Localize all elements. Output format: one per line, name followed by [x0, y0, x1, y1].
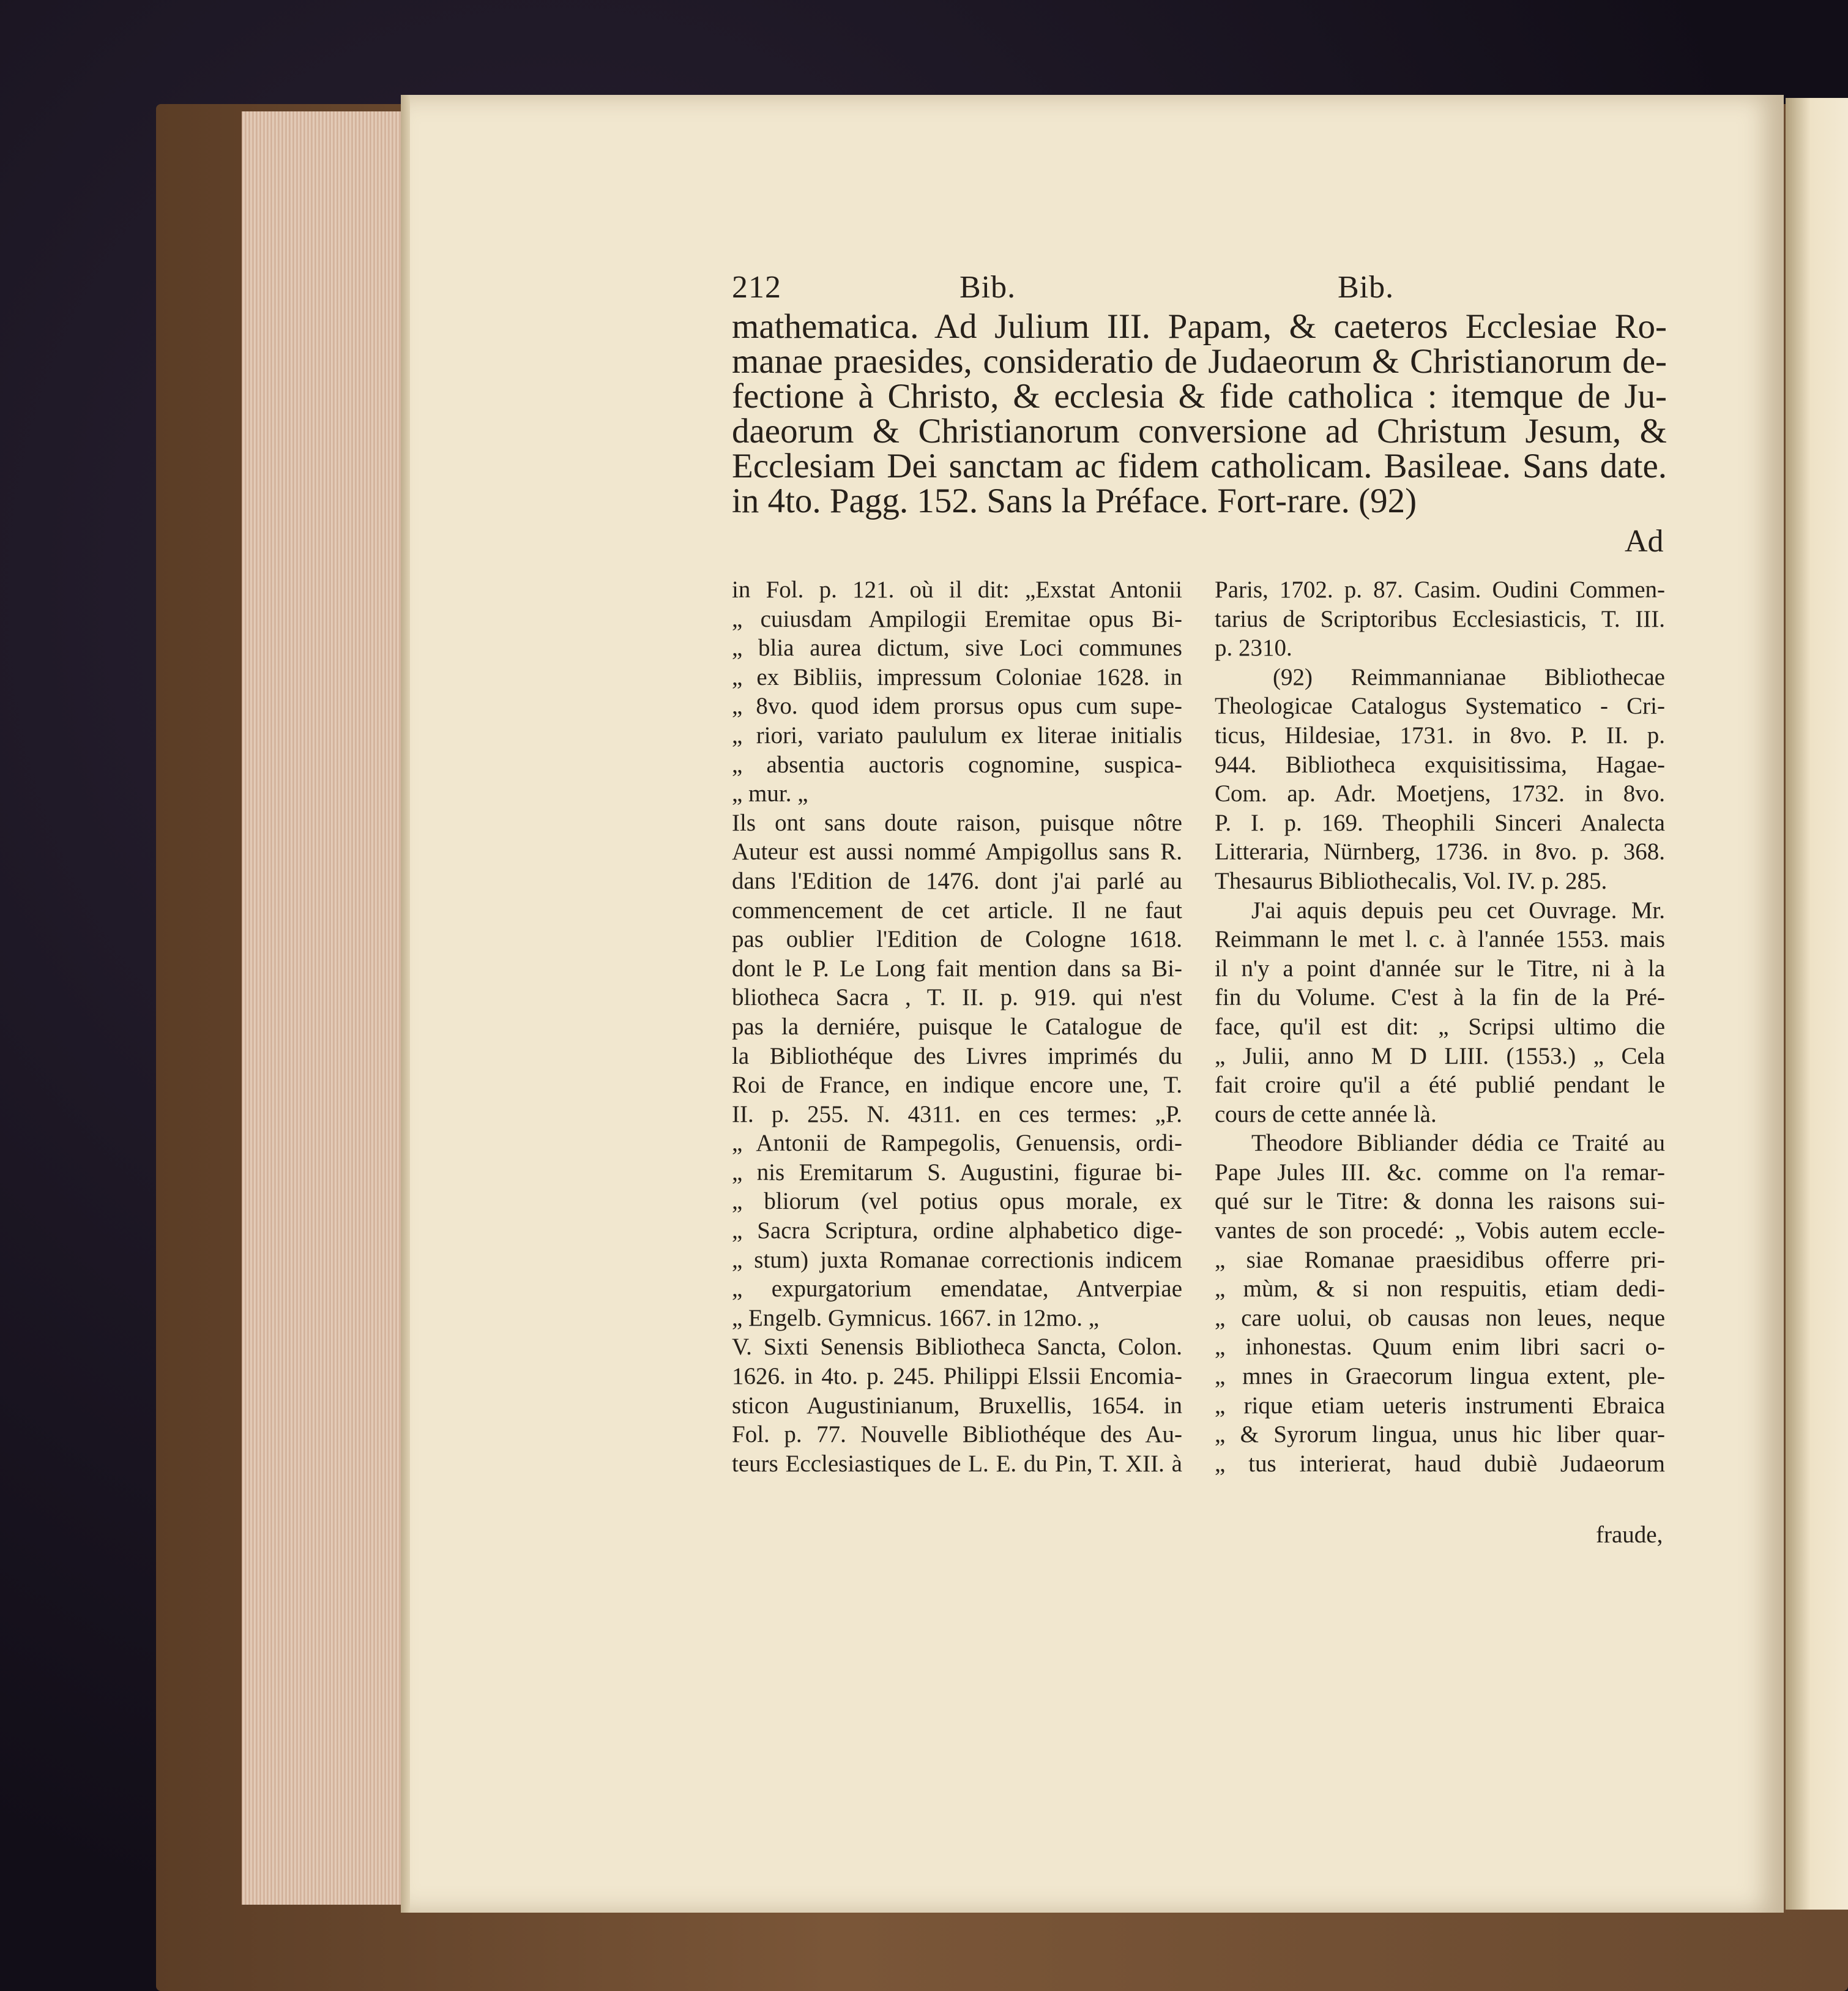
text-line: 1626. in 4to. p. 245. Philippi Elssii Encomia-	[732, 1363, 1182, 1390]
text-line: Ecclesiam Dei sanctam ac fidem catholicam. Basileae. Sans date.	[732, 447, 1667, 485]
text-line: Com. ap. Adr. Moetjens, 1732. in 8vo.	[1215, 780, 1665, 807]
text-line: „ tus interierat, haud dubiè Judaeorum	[1215, 1450, 1665, 1477]
text-line: „ care uolui, ob causas non leues, neque	[1215, 1304, 1665, 1331]
text-line: „ Julii, anno M D LIII. (1553.) „ Cela	[1215, 1042, 1665, 1069]
text-line: pas la derniére, puisque le Catalogue de	[732, 1013, 1182, 1040]
text-line: „ inhonestas. Quum enim libri sacri o-	[1215, 1334, 1665, 1361]
text-line: Thesaurus Bibliothecalis, Vol. IV. p. 285.	[1215, 867, 1608, 894]
text-line: „ Engelb. Gymnicus. 1667. in 12mo. „	[732, 1304, 1100, 1331]
text-line: 944. Bibliotheca exquisitissima, Hagae-	[1215, 751, 1665, 778]
text-line: „ mùm, & si non respuitis, etiam dedi-	[1215, 1276, 1665, 1302]
text-line: ticus, Hildesiae, 1731. in 8vo. P. II. p.	[1215, 722, 1665, 749]
text-line: P. I. p. 169. Theophili Sinceri Analecta	[1215, 809, 1665, 836]
text-line: teurs Ecclesiastiques de L. E. du Pin, T. XII. à	[732, 1450, 1182, 1477]
text-line: fait croire qu'il a été publié pendant le	[1215, 1072, 1665, 1099]
text-line: „ absentia auctoris cognomine, suspica-	[732, 751, 1182, 778]
text-line: fectione à Christo, & ecclesia & fide catholica : itemque de Ju-	[732, 377, 1667, 416]
right-column	[1215, 575, 1665, 1478]
text-line: la Bibliothéque des Livres imprimés du	[732, 1042, 1182, 1069]
text-line: p. 2310.	[1215, 635, 1292, 662]
text-line: Theologicae Catalogus Systematico - Cri-	[1215, 693, 1665, 720]
text-line: „ riori, variato paululum ex literae initialis	[732, 722, 1182, 749]
text-line: Litteraria, Nürnberg, 1736. in 8vo. p. 368.	[1215, 839, 1665, 865]
text-line: Fol. p. 77. Nouvelle Bibliothéque des Au-	[732, 1421, 1182, 1448]
text-line: „ expurgatorium emendatae, Antverpiae	[732, 1276, 1182, 1302]
running-head-left: Bib.	[959, 270, 1016, 305]
text-line: tarius de Scriptoribus Ecclesiasticis, T. III.	[1215, 605, 1665, 632]
text-line: „ Sacra Scriptura, ordine alphabetico dige-	[732, 1217, 1182, 1244]
text-line: Ils ont sans doute raison, puisque nôtre	[732, 809, 1182, 836]
text-line: qué sur le Titre: & donna les raisons sui-	[1215, 1188, 1665, 1215]
left-column	[732, 575, 1182, 1478]
text-line: Reimmann le met l. c. à l'année 1553. mais	[1215, 926, 1665, 953]
text-line: „ nis Eremitarum S. Augustini, figurae bi-	[732, 1159, 1182, 1186]
text-line: manae praesides, consideratio de Judaeorum & Christianorum de-	[732, 342, 1667, 381]
text-line: „ Antonii de Rampegolis, Genuensis, ordi-	[732, 1130, 1182, 1157]
text-line: Pape Jules III. &c. comme on l'a remar-	[1215, 1159, 1665, 1186]
text-line: „ stum) juxta Romanae correctionis indicem	[732, 1246, 1182, 1273]
text-line: „ siae Romanae praesidibus offerre pri-	[1215, 1246, 1665, 1273]
text-line: pas oublier l'Edition de Cologne 1618.	[732, 926, 1182, 953]
text-line: sticon Augustinianum, Bruxellis, 1654. in	[732, 1392, 1182, 1419]
text-line: Roi de France, en indique encore une, T.	[732, 1072, 1182, 1099]
text-line: „ & Syrorum lingua, unus hic liber quar-	[1215, 1421, 1665, 1448]
text-line: in 4to. Pagg. 152. Sans la Préface. Fort-rare. (92)	[732, 482, 1417, 520]
text-line: Paris, 1702. p. 87. Casim. Oudini Commen-	[1215, 577, 1665, 603]
text-line: dans l'Edition de 1476. dont j'ai parlé au	[732, 867, 1182, 894]
text-line: fin du Volume. C'est à la fin de la Pré-	[1215, 984, 1665, 1011]
page-edges	[242, 111, 410, 1905]
text-line: „ 8vo. quod idem prorsus opus cum supe-	[732, 693, 1182, 720]
text-line: „ rique etiam ueteris instrumenti Ebraica	[1215, 1392, 1665, 1419]
running-head-right: Bib.	[1338, 270, 1395, 305]
text-line: J'ai aquis depuis peu cet Ouvrage. Mr.	[1251, 897, 1665, 924]
text-line: „ cuiusdam Ampilogii Eremitae opus Bi-	[732, 605, 1182, 632]
text-line: bliotheca Sacra , T. II. p. 919. qui n'est	[732, 984, 1182, 1011]
text-line: „ ex Bibliis, impressum Coloniae 1628. in	[732, 663, 1182, 690]
text-line: commencement de cet article. Il ne faut	[732, 897, 1182, 924]
facing-page-edge	[1786, 98, 1848, 1910]
text-line: (92) Reimmannianae Bibliothecae	[1273, 663, 1665, 690]
text-line: face, qu'il est dit: „ Scripsi ultimo die	[1215, 1013, 1665, 1040]
intro-paragraph	[732, 309, 1667, 518]
page-number: 212	[732, 270, 781, 305]
text-line: Auteur est aussi nommé Ampigollus sans R.	[732, 839, 1182, 865]
text-line: dont le P. Le Long fait mention dans sa Bi-	[732, 955, 1182, 982]
text-line: il n'y a point d'année sur le Titre, ni à la	[1215, 955, 1665, 982]
text-line: „ bliorum (vel potius opus morale, ex	[732, 1188, 1182, 1215]
text-line: „ mur. „	[732, 780, 808, 807]
text-line: „ mnes in Graecorum lingua extent, ple-	[1215, 1363, 1665, 1390]
text-line: daeorum & Christianorum conversione ad Christum Jesum, &	[732, 412, 1667, 450]
text-line: in Fol. p. 121. où il dit: „Exstat Antonii	[732, 577, 1182, 603]
catchword-top: Ad	[1625, 524, 1664, 559]
text-line: Theodore Bibliander dédia ce Traité au	[1251, 1130, 1665, 1157]
text-line: II. p. 255. N. 4311. en ces termes: „P.	[732, 1100, 1182, 1127]
text-line: mathematica. Ad Julium III. Papam, & caeteros Ecclesiae Ro-	[732, 307, 1667, 346]
text-line: „ blia aurea dictum, sive Loci communes	[732, 635, 1182, 662]
text-line: vantes de son procedé: „ Vobis autem eccle-	[1215, 1217, 1665, 1244]
text-line: cours de cette année là.	[1215, 1100, 1437, 1127]
text-line: V. Sixti Senensis Bibliotheca Sancta, Colon.	[732, 1334, 1182, 1361]
catchword-bottom: fraude,	[1596, 1522, 1663, 1548]
